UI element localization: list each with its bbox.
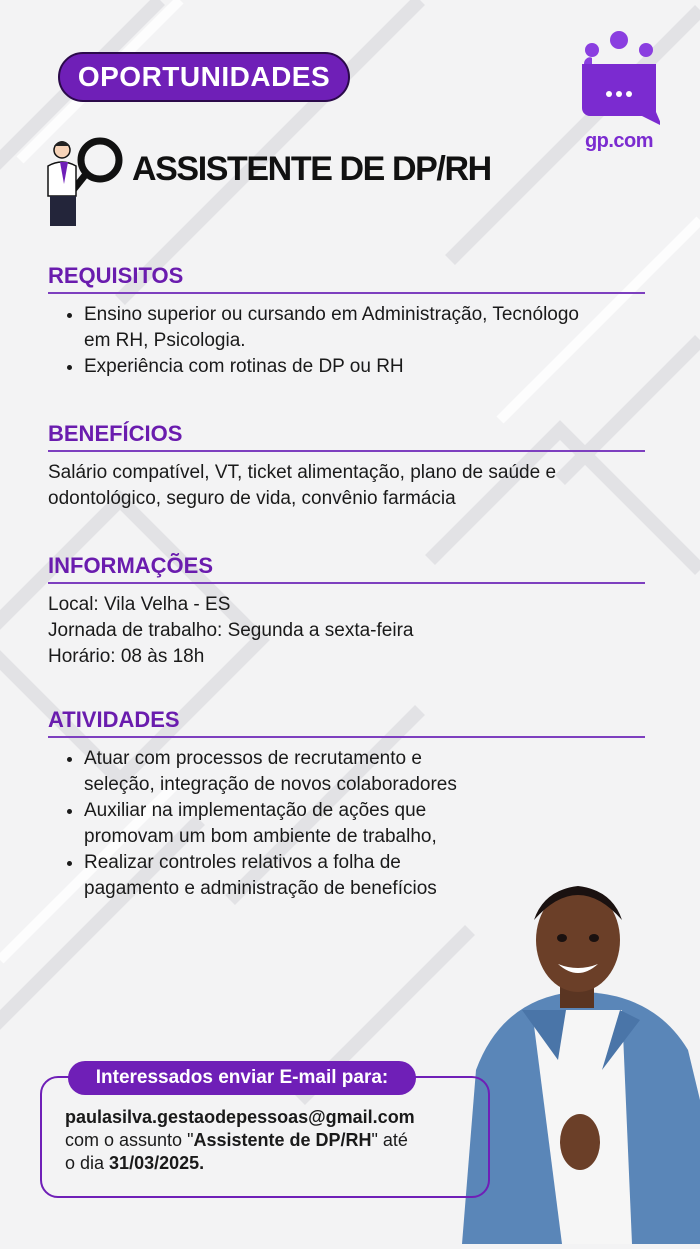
contact-subject-line <box>65 1129 465 1152</box>
subject-prefix: com o assunto " <box>65 1130 194 1150</box>
contact-text <box>65 1106 465 1175</box>
requisitos-list <box>48 302 645 380</box>
list-item <box>84 746 645 798</box>
list-item <box>84 354 645 380</box>
list-item-line: • Realizar controles relativos a folha de <box>84 852 401 873</box>
section-informacoes <box>48 552 645 670</box>
atividades-title: ATIVIDADES <box>48 706 645 738</box>
list-item-line: pagamento e administração de benefícios <box>84 878 437 899</box>
contact-deadline-line <box>65 1152 465 1175</box>
contact-email[interactable]: paulasilva.gestaodepessoas@gmail.com <box>65 1107 415 1127</box>
beneficios-text <box>48 460 645 512</box>
requisitos-title: REQUISITOS <box>48 262 645 294</box>
atividades-list <box>48 746 645 902</box>
section-beneficios <box>48 420 645 512</box>
list-item-line: em RH, Psicologia. <box>84 330 246 351</box>
informacoes-title: INFORMAÇÕES <box>48 552 645 584</box>
info-jornada: Jornada de trabalho: Segunda a sexta-feira <box>48 620 414 641</box>
list-item-line: • Atuar com processos de recrutamento e <box>84 748 422 769</box>
oportunidades-badge <box>58 52 350 102</box>
list-item-line: • Experiência com rotinas de DP ou RH <box>84 356 404 377</box>
contact-badge <box>68 1061 416 1095</box>
list-item <box>84 302 645 354</box>
job-title: ASSISTENTE DE DP/RH <box>132 150 491 188</box>
section-atividades <box>48 706 645 902</box>
logo-text: gp.com <box>584 130 654 152</box>
list-item-line: seleção, integração de novos colaboradores <box>84 774 457 795</box>
oportunidades-label: OPORTUNIDADES <box>77 61 331 92</box>
info-local: Local: Vila Velha - ES <box>48 594 231 615</box>
recruiter-magnifier-illustration <box>40 136 130 228</box>
subject-value: Assistente de DP/RH <box>193 1130 372 1150</box>
list-item <box>84 798 645 850</box>
list-item-line: • Ensino superior ou cursando em Administração, Tecnólogo <box>84 304 579 325</box>
candidate-photo <box>462 880 700 1244</box>
informacoes-text <box>48 592 645 670</box>
beneficios-line: odontológico, seguro de vida, convênio farmácia <box>48 488 456 509</box>
info-horario: Horário: 08 às 18h <box>48 646 205 667</box>
beneficios-title: BENEFÍCIOS <box>48 420 645 452</box>
deadline-value: 31/03/2025. <box>109 1153 205 1173</box>
contact-badge-label: Interessados enviar E-mail para: <box>95 1067 389 1088</box>
list-item-line: promovam um bom ambiente de trabalho, <box>84 826 437 847</box>
people-chat-icon <box>578 30 660 134</box>
beneficios-line: Salário compatível, VT, ticket alimentação, plano de saúde e <box>48 462 557 483</box>
section-requisitos <box>48 262 645 380</box>
gp-logo <box>578 30 660 158</box>
deadline-prefix: o dia <box>65 1153 110 1173</box>
list-item-line: • Auxiliar na implementação de ações que <box>84 800 427 821</box>
subject-suffix: " até <box>371 1130 408 1150</box>
